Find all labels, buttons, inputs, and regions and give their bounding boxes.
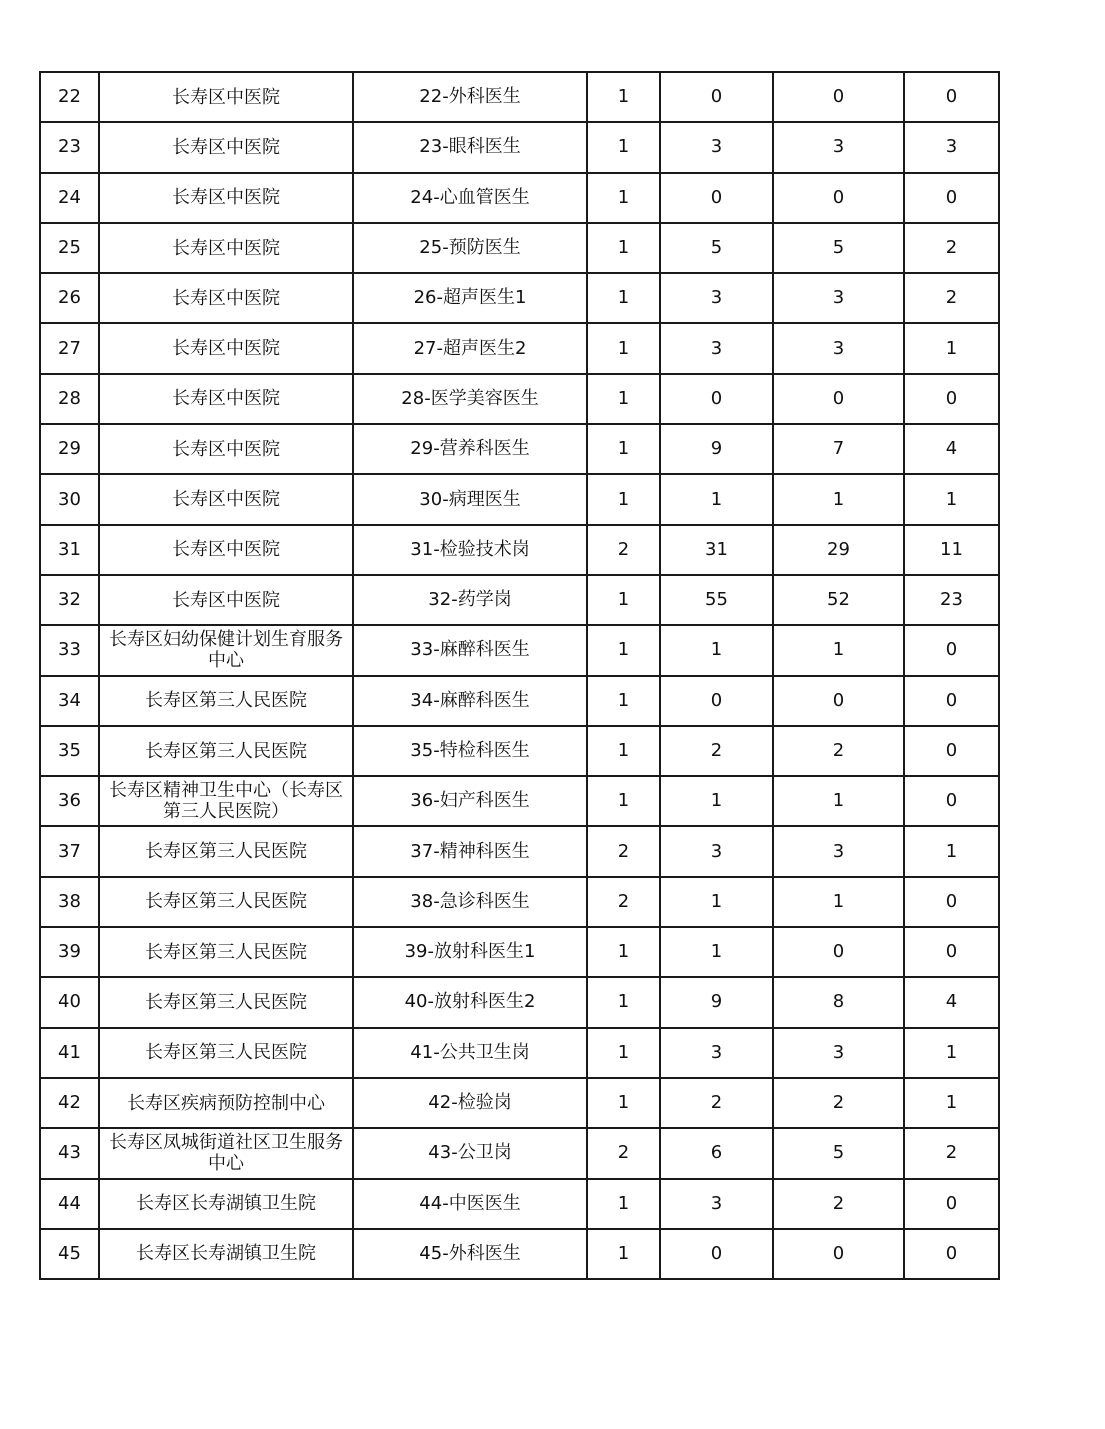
cell-count-4: 1	[904, 323, 999, 373]
cell-unit: 长寿区疾病预防控制中心	[99, 1078, 353, 1128]
cell-post: 23-眼科医生	[353, 122, 587, 172]
cell-count-3: 52	[773, 575, 904, 625]
cell-unit: 长寿区长寿湖镇卫生院	[99, 1229, 353, 1279]
cell-count-3: 2	[773, 1078, 904, 1128]
cell-count-4: 3	[904, 122, 999, 172]
cell-count-1: 1	[587, 273, 660, 323]
cell-post: 39-放射科医生1	[353, 927, 587, 977]
cell-count-1: 1	[587, 223, 660, 273]
cell-count-1: 1	[587, 1229, 660, 1279]
table-row	[40, 223, 999, 273]
cell-unit: 长寿区中医院	[99, 323, 353, 373]
table-row	[40, 776, 999, 826]
cell-number: 40	[40, 977, 99, 1027]
cell-post: 27-超声医生2	[353, 323, 587, 373]
cell-count-2: 3	[660, 826, 773, 876]
cell-count-3: 0	[773, 72, 904, 122]
cell-number: 34	[40, 676, 99, 726]
cell-count-1: 1	[587, 575, 660, 625]
cell-count-4: 0	[904, 72, 999, 122]
table-body	[40, 72, 999, 1279]
table-row	[40, 625, 999, 675]
cell-count-3: 3	[773, 273, 904, 323]
cell-count-3: 5	[773, 223, 904, 273]
cell-count-1: 2	[587, 525, 660, 575]
table-row	[40, 1229, 999, 1279]
table-row	[40, 374, 999, 424]
cell-count-3: 0	[773, 1229, 904, 1279]
cell-count-4: 0	[904, 173, 999, 223]
cell-count-2: 9	[660, 424, 773, 474]
cell-unit: 长寿区中医院	[99, 72, 353, 122]
cell-post: 28-医学美容医生	[353, 374, 587, 424]
cell-count-1: 1	[587, 424, 660, 474]
table-row	[40, 474, 999, 524]
cell-count-2: 31	[660, 525, 773, 575]
cell-number: 43	[40, 1128, 99, 1178]
cell-count-2: 0	[660, 676, 773, 726]
cell-count-2: 2	[660, 726, 773, 776]
cell-count-3: 3	[773, 122, 904, 172]
cell-count-4: 4	[904, 424, 999, 474]
cell-count-1: 1	[587, 676, 660, 726]
cell-count-4: 23	[904, 575, 999, 625]
cell-post: 35-特检科医生	[353, 726, 587, 776]
cell-count-3: 0	[773, 173, 904, 223]
cell-unit: 长寿区第三人民医院	[99, 726, 353, 776]
cell-count-2: 0	[660, 1229, 773, 1279]
cell-count-3: 2	[773, 1179, 904, 1229]
cell-unit: 长寿区中医院	[99, 122, 353, 172]
cell-post: 36-妇产科医生	[353, 776, 587, 826]
cell-count-2: 3	[660, 1179, 773, 1229]
cell-count-4: 1	[904, 1078, 999, 1128]
cell-unit: 长寿区第三人民医院	[99, 877, 353, 927]
cell-number: 22	[40, 72, 99, 122]
cell-count-1: 1	[587, 1078, 660, 1128]
cell-count-4: 11	[904, 525, 999, 575]
table-row	[40, 1128, 999, 1178]
cell-number: 35	[40, 726, 99, 776]
cell-count-3: 5	[773, 1128, 904, 1178]
cell-unit: 长寿区中医院	[99, 575, 353, 625]
table-row	[40, 575, 999, 625]
cell-number: 29	[40, 424, 99, 474]
cell-unit: 长寿区中医院	[99, 273, 353, 323]
cell-post: 45-外科医生	[353, 1229, 587, 1279]
cell-count-4: 1	[904, 1028, 999, 1078]
cell-count-3: 7	[773, 424, 904, 474]
cell-count-2: 2	[660, 1078, 773, 1128]
cell-count-4: 0	[904, 1229, 999, 1279]
cell-count-2: 3	[660, 122, 773, 172]
cell-unit: 长寿区长寿湖镇卫生院	[99, 1179, 353, 1229]
cell-count-4: 2	[904, 223, 999, 273]
cell-count-4: 0	[904, 374, 999, 424]
cell-count-1: 1	[587, 474, 660, 524]
cell-post: 26-超声医生1	[353, 273, 587, 323]
cell-post: 30-病理医生	[353, 474, 587, 524]
cell-count-2: 1	[660, 877, 773, 927]
table-row	[40, 877, 999, 927]
table-row	[40, 927, 999, 977]
cell-count-3: 1	[773, 474, 904, 524]
cell-unit: 长寿区第三人民医院	[99, 826, 353, 876]
cell-count-1: 1	[587, 977, 660, 1027]
cell-count-2: 55	[660, 575, 773, 625]
cell-post: 22-外科医生	[353, 72, 587, 122]
cell-count-3: 0	[773, 374, 904, 424]
cell-number: 33	[40, 625, 99, 675]
cell-count-1: 1	[587, 374, 660, 424]
cell-number: 28	[40, 374, 99, 424]
cell-count-2: 5	[660, 223, 773, 273]
table-row	[40, 72, 999, 122]
cell-count-3: 1	[773, 625, 904, 675]
cell-count-1: 1	[587, 927, 660, 977]
cell-count-1: 1	[587, 323, 660, 373]
cell-unit: 长寿区中医院	[99, 173, 353, 223]
cell-number: 42	[40, 1078, 99, 1128]
table-row	[40, 1028, 999, 1078]
cell-number: 37	[40, 826, 99, 876]
cell-unit: 长寿区中医院	[99, 374, 353, 424]
cell-number: 32	[40, 575, 99, 625]
table-row	[40, 1078, 999, 1128]
cell-count-2: 1	[660, 927, 773, 977]
cell-post: 32-药学岗	[353, 575, 587, 625]
cell-count-4: 0	[904, 776, 999, 826]
cell-count-4: 0	[904, 625, 999, 675]
cell-count-4: 0	[904, 877, 999, 927]
cell-number: 41	[40, 1028, 99, 1078]
cell-post: 25-预防医生	[353, 223, 587, 273]
cell-post: 40-放射科医生2	[353, 977, 587, 1027]
table-row	[40, 977, 999, 1027]
cell-count-1: 1	[587, 72, 660, 122]
cell-number: 26	[40, 273, 99, 323]
cell-count-3: 29	[773, 525, 904, 575]
cell-count-3: 0	[773, 927, 904, 977]
cell-post: 31-检验技术岗	[353, 525, 587, 575]
cell-count-4: 0	[904, 927, 999, 977]
data-table	[39, 71, 1000, 1280]
cell-count-3: 2	[773, 726, 904, 776]
cell-post: 34-麻醉科医生	[353, 676, 587, 726]
cell-count-4: 4	[904, 977, 999, 1027]
cell-post: 24-心血管医生	[353, 173, 587, 223]
cell-count-2: 6	[660, 1128, 773, 1178]
cell-count-1: 1	[587, 173, 660, 223]
cell-unit: 长寿区第三人民医院	[99, 1028, 353, 1078]
cell-count-4: 2	[904, 1128, 999, 1178]
cell-count-1: 1	[587, 1028, 660, 1078]
table-row	[40, 424, 999, 474]
cell-unit: 长寿区中医院	[99, 223, 353, 273]
cell-count-1: 1	[587, 122, 660, 172]
cell-count-2: 1	[660, 625, 773, 675]
cell-number: 45	[40, 1229, 99, 1279]
cell-count-2: 0	[660, 374, 773, 424]
cell-count-1: 1	[587, 1179, 660, 1229]
cell-number: 25	[40, 223, 99, 273]
cell-count-4: 0	[904, 1179, 999, 1229]
cell-count-1: 1	[587, 625, 660, 675]
table-row	[40, 525, 999, 575]
cell-count-3: 3	[773, 826, 904, 876]
cell-post: 29-营养科医生	[353, 424, 587, 474]
cell-count-1: 2	[587, 826, 660, 876]
cell-unit: 长寿区凤城街道社区卫生服务中心	[99, 1128, 353, 1178]
cell-post: 38-急诊科医生	[353, 877, 587, 927]
cell-count-4: 1	[904, 474, 999, 524]
cell-number: 24	[40, 173, 99, 223]
cell-count-3: 0	[773, 676, 904, 726]
table-row	[40, 1179, 999, 1229]
cell-count-2: 3	[660, 273, 773, 323]
table-row	[40, 826, 999, 876]
cell-count-1: 2	[587, 877, 660, 927]
cell-count-1: 1	[587, 776, 660, 826]
cell-count-2: 9	[660, 977, 773, 1027]
cell-count-4: 2	[904, 273, 999, 323]
cell-count-2: 3	[660, 1028, 773, 1078]
cell-post: 44-中医医生	[353, 1179, 587, 1229]
cell-number: 36	[40, 776, 99, 826]
cell-number: 27	[40, 323, 99, 373]
cell-post: 33-麻醉科医生	[353, 625, 587, 675]
cell-count-4: 0	[904, 676, 999, 726]
cell-unit: 长寿区中医院	[99, 424, 353, 474]
cell-post: 42-检验岗	[353, 1078, 587, 1128]
cell-count-2: 1	[660, 474, 773, 524]
cell-count-2: 0	[660, 72, 773, 122]
cell-count-3: 3	[773, 1028, 904, 1078]
cell-count-2: 0	[660, 173, 773, 223]
cell-count-3: 1	[773, 877, 904, 927]
table-row	[40, 273, 999, 323]
cell-number: 23	[40, 122, 99, 172]
cell-unit: 长寿区妇幼保健计划生育服务中心	[99, 625, 353, 675]
table-row	[40, 676, 999, 726]
table-row	[40, 173, 999, 223]
cell-count-3: 3	[773, 323, 904, 373]
cell-count-4: 1	[904, 826, 999, 876]
cell-count-3: 1	[773, 776, 904, 826]
table-row	[40, 726, 999, 776]
cell-count-1: 1	[587, 726, 660, 776]
cell-unit: 长寿区中医院	[99, 474, 353, 524]
cell-count-1: 2	[587, 1128, 660, 1178]
cell-unit: 长寿区精神卫生中心（长寿区第三人民医院）	[99, 776, 353, 826]
cell-unit: 长寿区第三人民医院	[99, 977, 353, 1027]
table-row	[40, 323, 999, 373]
cell-number: 38	[40, 877, 99, 927]
cell-count-4: 0	[904, 726, 999, 776]
cell-count-2: 1	[660, 776, 773, 826]
cell-post: 37-精神科医生	[353, 826, 587, 876]
cell-count-3: 8	[773, 977, 904, 1027]
cell-unit: 长寿区中医院	[99, 525, 353, 575]
table-row	[40, 122, 999, 172]
cell-number: 31	[40, 525, 99, 575]
cell-post: 41-公共卫生岗	[353, 1028, 587, 1078]
cell-number: 30	[40, 474, 99, 524]
cell-count-2: 3	[660, 323, 773, 373]
cell-unit: 长寿区第三人民医院	[99, 927, 353, 977]
cell-number: 39	[40, 927, 99, 977]
cell-number: 44	[40, 1179, 99, 1229]
cell-post: 43-公卫岗	[353, 1128, 587, 1178]
cell-unit: 长寿区第三人民医院	[99, 676, 353, 726]
